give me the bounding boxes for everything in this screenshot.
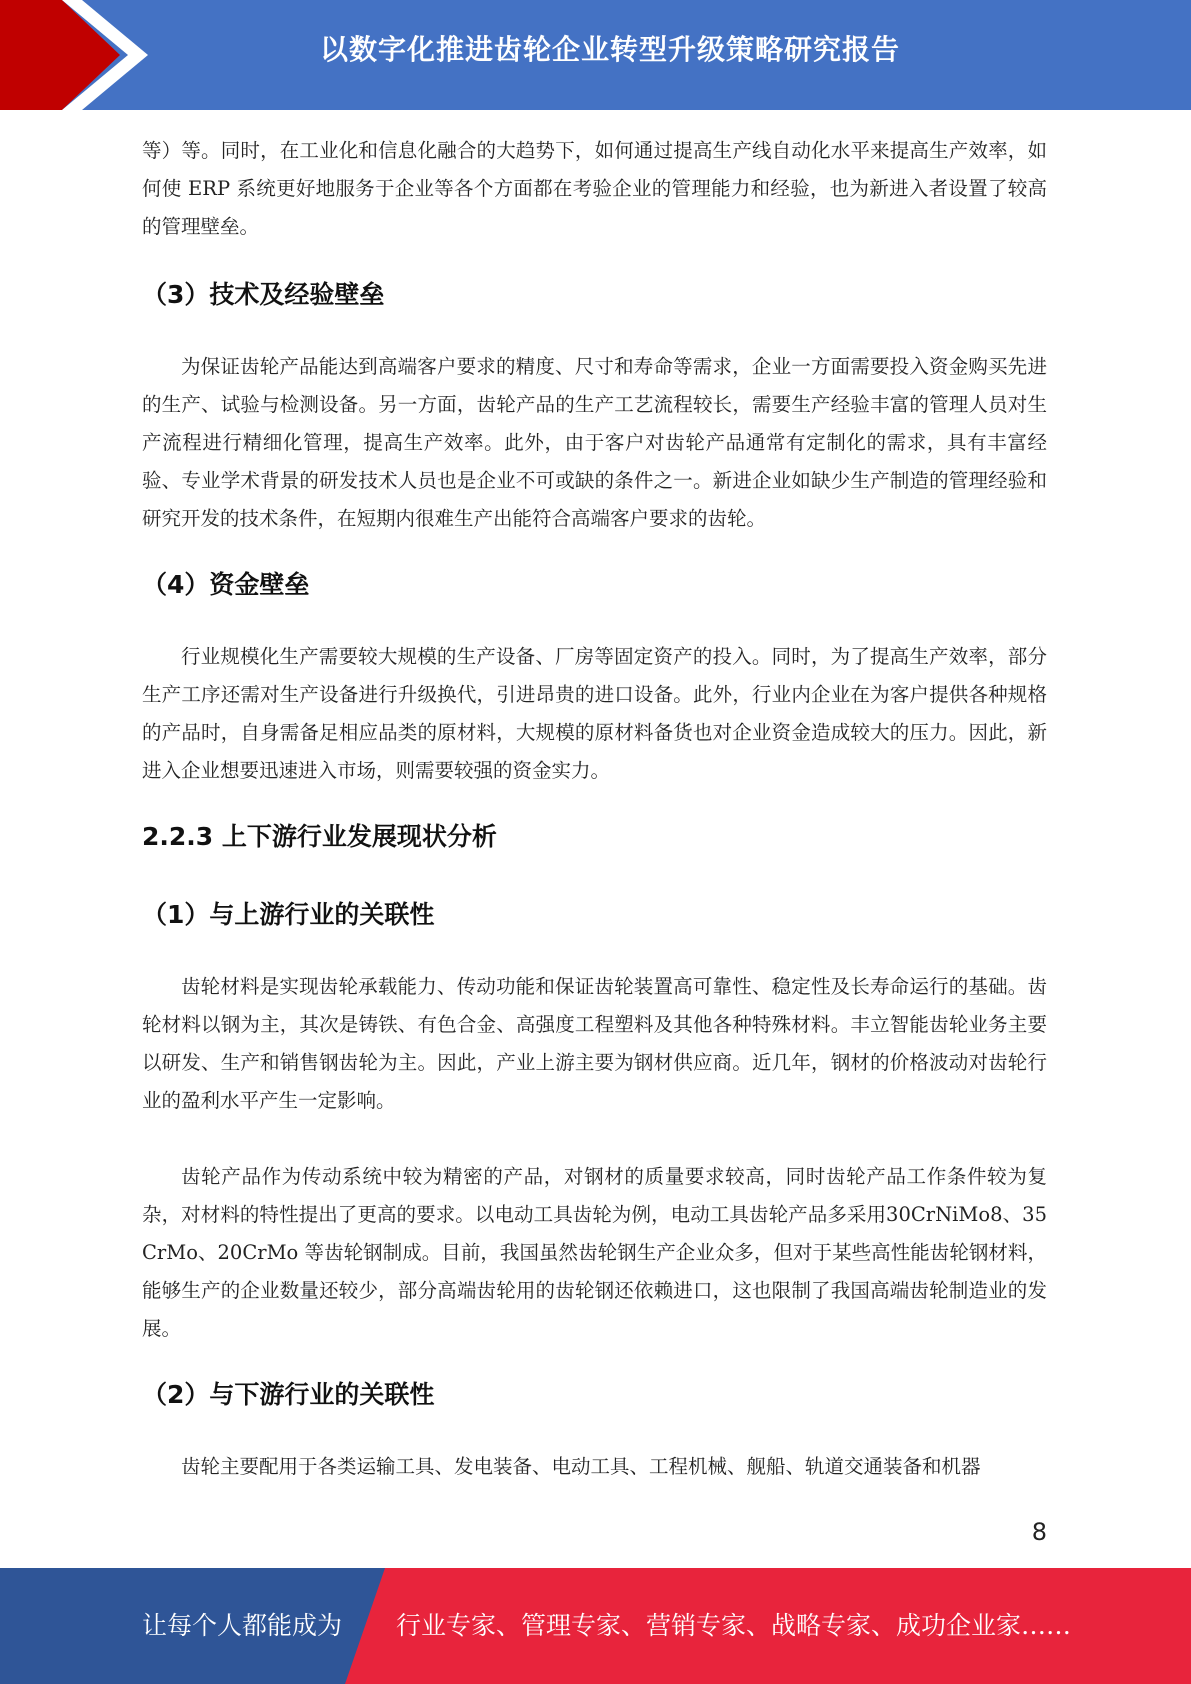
footer-slogan-left: 让每个人都能成为 [142, 1611, 343, 1640]
heading-upstream: （1）与上游行业的关联性 [142, 900, 435, 929]
page-content [142, 132, 1047, 1486]
heading-capital-barrier: （4）资金壁垒 [142, 570, 310, 599]
page-header [0, 0, 1191, 110]
paragraph-management-barrier-end: 等）等。同时，在工业化和信息化融合的大趋势下，如何通过提高生产线自动化水平来提高生产效率，如何使 ERP 系统更好地服务于企业等各个方面都在考验企业的管理能力和经验，也为新进入者设置了较高的管理壁垒。 [142, 139, 1047, 238]
paragraph-capital-barrier: 行业规模化生产需要较大规模的生产设备、厂房等固定资产的投入。同时，为了提高生产效率，部分生产工序还需对生产设备进行升级换代，引进昂贵的进口设备。此外，行业内企业在为客户提供各种规格的产品时，自身需备足相应品类的原材料，大规模的原材料备货也对企业资金造成较大的压力。因此，新进入企业想要迅速进入市场，则需要较强的资金实力。 [142, 645, 1047, 782]
paragraph-technology-barrier: 为保证齿轮产品能达到高端客户要求的精度、尺寸和寿命等需求，企业一方面需要投入资金购买先进的生产、试验与检测设备。另一方面，齿轮产品的生产工艺流程较长，需要生产经验丰富的管理人员对生产流程进行精细化管理，提高生产效率。此外，由于客户对齿轮产品通常有定制化的需求，具有丰富经验、专业学术背景的研发技术人员也是企业不可或缺的条件之一。新进企业如缺少生产制造的管理经验和研究开发的技术条件，在短期内很难生产出能符合高端客户要求的齿轮。 [142, 355, 1047, 530]
page-number: 8 [1031, 1518, 1047, 1546]
arrow-decoration-icon [0, 0, 170, 110]
report-title: 以数字化推进齿轮企业转型升级策略研究报告 [319, 33, 900, 66]
heading-technology-barrier: （3）技术及经验壁垒 [142, 280, 385, 309]
footer-slogan-right: 行业专家、管理专家、营销专家、战略专家、成功企业家…… [396, 1611, 1072, 1640]
paragraph-downstream: 齿轮主要配用于各类运输工具、发电装备、电动工具、工程机械、舰船、轨道交通装备和机器 [181, 1455, 981, 1478]
paragraph-upstream-2: 齿轮产品作为传动系统中较为精密的产品，对钢材的质量要求较高，同时齿轮产品工作条件较为复杂，对材料的特性提出了更高的要求。以电动工具齿轮为例，电动工具齿轮产品多采用30CrNiMo8、35CrMo、20CrMo 等齿轮钢制成。目前，我国虽然齿轮钢生产企业众多，但对于某些高性能齿轮钢材料，能够生产的企业数量还较少，部分高端齿轮用的齿轮钢还依赖进口，这也限制了我国高端齿轮制造业的发展。 [142, 1165, 1047, 1340]
paragraph-upstream-1: 齿轮材料是实现齿轮承载能力、传动功能和保证齿轮装置高可靠性、稳定性及长寿命运行的基础。齿轮材料以钢为主，其次是铸铁、有色合金、高强度工程塑料及其他各种特殊材料。丰立智能齿轮业务主要以研发、生产和销售钢齿轮为主。因此，产业上游主要为钢材供应商。近几年，钢材的价格波动对齿轮行业的盈利水平产生一定影响。 [142, 975, 1047, 1112]
section-heading-upstream-downstream: 2.2.3 上下游行业发展现状分析 [142, 822, 497, 851]
heading-downstream: （2）与下游行业的关联性 [142, 1380, 435, 1409]
page-footer [0, 1568, 1191, 1684]
